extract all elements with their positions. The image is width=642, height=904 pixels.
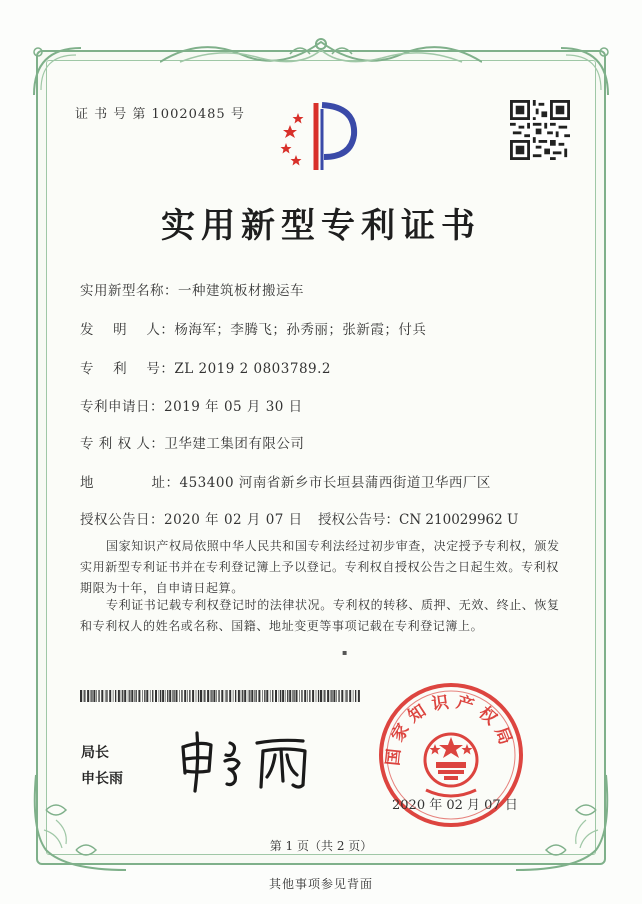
field-value: 2020 年 02 月 07 日 <box>164 512 303 528</box>
seal-text: 国家知识产权局 <box>383 691 518 767</box>
page-number: 第 1 页（共 2 页） <box>269 839 373 853</box>
field-label: 专 利 号： <box>80 361 175 377</box>
footer-note: 其他事项参见背面 <box>268 877 373 891</box>
director-title: 局长 <box>81 745 109 761</box>
field-label: 发 明 人： <box>80 322 175 338</box>
field-grant-date <box>80 508 303 528</box>
barcode-icon <box>80 690 360 702</box>
field-label: 实用新型名称： <box>80 283 178 299</box>
certificate-title: 实用新型专利证书 <box>161 206 481 246</box>
field-label: 专利申请日： <box>80 399 164 415</box>
field-value: 杨海军；李腾飞；孙秀丽；张新霞；付兵 <box>174 322 427 338</box>
qr-code-icon <box>510 100 570 160</box>
handwritten-signature <box>175 725 325 795</box>
field-label: 授权公告号： <box>318 512 399 528</box>
corner-ornament-top-left <box>26 40 86 100</box>
field-inventors <box>80 318 426 338</box>
field-label: 授权公告日： <box>80 512 164 528</box>
field-utility-model-name <box>80 279 304 299</box>
field-address <box>80 471 491 491</box>
top-ornament <box>160 32 482 72</box>
field-value: 2019 年 05 月 30 日 <box>164 399 303 415</box>
field-label: 专 利 权 人： <box>80 436 165 452</box>
field-application-date <box>80 395 303 415</box>
field-patentee <box>80 432 304 452</box>
field-value: 一种建筑板材搬运车 <box>178 283 304 299</box>
field-value: CN 210029962 U <box>399 512 519 528</box>
cnipa-logo-icon <box>276 95 362 175</box>
legal-status-note: 专利证书记载专利权登记时的法律状况。专利权的转移、质押、无效、终止、恢复和专利权人的姓名或名称、国籍、地址变更等事项记载在专利登记簿上。 <box>80 598 560 633</box>
grant-statement: 国家知识产权局依照中华人民共和国专利法经过初步审查，决定授予专利权，颁发实用新型专利证书并在专利登记簿上予以登记。专利权自授权公告之日起生效。专利权期限为十年，自申请日起算。 <box>80 539 560 595</box>
field-value: 453400 河南省新乡市长垣县蒲西街道卫华西厂区 <box>179 475 491 491</box>
seal-date: 2020 年 02 月 07 日 <box>392 798 518 813</box>
field-patent-number <box>80 357 331 377</box>
field-label: 地 址： <box>80 475 180 491</box>
corner-ornament-top-right <box>556 40 616 100</box>
field-grant-number <box>318 508 518 528</box>
print-mark: ▪ <box>342 648 348 657</box>
certificate-number: 证 书 号 第 10020485 号 <box>75 107 245 122</box>
director-name: 申长雨 <box>81 771 123 787</box>
field-value: 卫华建工集团有限公司 <box>164 436 305 452</box>
field-value: ZL 2019 2 0803789.2 <box>174 361 332 377</box>
